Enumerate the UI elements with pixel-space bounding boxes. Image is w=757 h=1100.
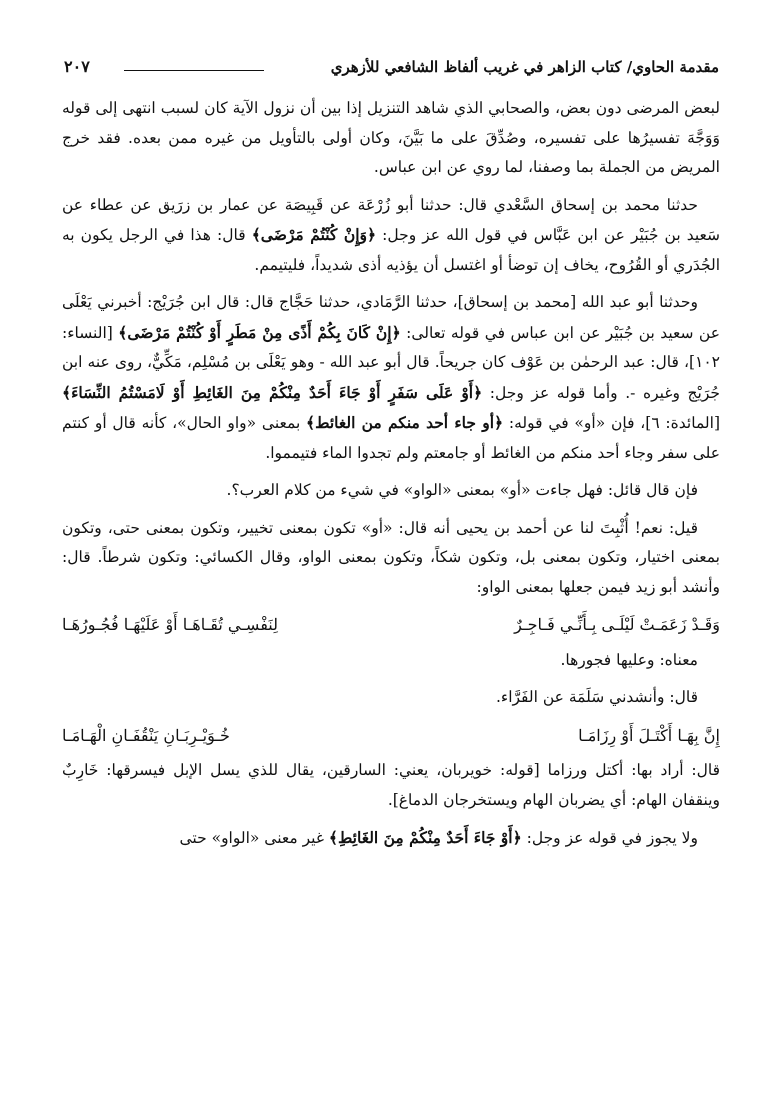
text-segment: [المائدة: ٦]، فإن «أو» في قوله: bbox=[508, 414, 720, 432]
text-segment: قال: هذا في الرجل يكون به الجُدَري أو القُرُوح، يخاف إن توضأ أو اغتسل أن يؤذيه أذى شديداً، فليتيمم. bbox=[62, 226, 720, 274]
text-segment: حدثنا محمد بن إسحاق السَّعْدي قال: حدثنا أبو زُرْعَة عن قَبِيصَة عن عمار بن زرَيق عن عطاء عن سَعيد بن جُبَيْر عن ابن عَبَّاس في قول الله عز وجل: bbox=[62, 195, 720, 244]
verse-2 bbox=[62, 721, 720, 751]
verse-2-first-hemistich: إِنَّ بِهَـا أَكْتَـلَ أَوْ رِزَامَـا bbox=[578, 725, 720, 745]
text-segment: [النساء: ١٠٢]، قال: عبد الرحمٰن بن عَوْف كان جريحاً. قال أبو عبد الله - وهو يَعْلَى بن مُسْلِم، مَكِّيٌّ، روى عنه ابن جُرَيْج وغيره -. وأما قوله عز وجل: bbox=[62, 323, 720, 402]
verse-1-first-hemistich: وَقَـدْ زَعَمَـتْ لَيْلَـى بِـأَنِّـي فَـاجِـرٌ bbox=[514, 615, 720, 634]
page-number: ٢٠٧ bbox=[64, 57, 90, 76]
text-segment: وحدثنا أبو عبد الله [محمد بن إسحاق]، حدثنا الرَّمَادي، حدثنا حَجَّاج قال: قال ابن جُرَيْج: أخبرني يَعْلَى عن سعيد بن جُبَيْر عن ابن عباس في قوله تعالى: bbox=[62, 293, 720, 342]
paragraph-5: قيل: نعم! أُثْبِتَ لنا عن أحمد بن يحيى أنه قال: «أو» تكون بمعنى تخيير، وتكون بمعنى حتى، وتكون بمعنى اختيار، وتكون بمعنى بل، وتكون شكاً، وتكون بمعنى الواو، وقال الكسائي: وتكون شرطاً. قال: وأنشد أبو زيد فيمن جعلها بمعنى الواو: bbox=[62, 518, 720, 596]
header-rule bbox=[124, 70, 264, 71]
quran-quote: ﴿أَوْ جَاءَ أَحَدٌ مِنْكُمْ مِنَ الغَائِطِ﴾ bbox=[328, 828, 522, 847]
quran-quote: ﴿أو جاء أحد منكم من الغائط﴾ bbox=[306, 413, 504, 432]
quran-quote: ﴿إِنْ كَانَ بِكُمْ أَذًى مِنْ مَطَرٍ أَوْ كُنْتُمْ مَرْضَى﴾ bbox=[118, 322, 401, 342]
paragraph-8: قال: أراد بها: أكتل ورزاما [قوله: خويربان، يعني: السارقين، يقال للذي يسل الإبل فيسرقها: خَارِبٌ وينقفان الهام: أي يضربان الهام ويستخرجان الدماغ]. bbox=[62, 761, 720, 809]
paragraph-1: لبعض المرضى دون بعض، والصحابي الذي شاهد التنزيل إذا بين أن نزول الآية كان لسبب انتهى إلى قوله وَوَجَّهَ تفسيرُها على تفسيره، وصُدِّقَ على ما بَيَّنَ، وكان أولى بالتأويل من غيره ممن بعده. فقد خرج المريض من الجملة بما وصفنا، لما روي عن ابن عباس. bbox=[62, 99, 720, 176]
paragraph-9 bbox=[62, 823, 720, 854]
quran-quote: ﴿أَوْ عَلَى سَفَرٍ أَوْ جَاءَ أَحَدٌ مِنْكُمْ مِنَ الغَائِطِ أَوْ لَامَسْتُمُ النِّسَاءَ﴾ bbox=[62, 382, 483, 402]
text-segment: ولا يجوز في قوله عز وجل: bbox=[526, 829, 698, 847]
header-title: مقدمة الحاوي/ كتاب الزاهر في غريب ألفاظ الشافعي للأزهري bbox=[330, 58, 719, 76]
paragraph-7: قال: وأنشدني سَلَمَة عن الفَرَّاء. bbox=[495, 688, 698, 706]
text-segment: بمعنى «واو الحال»، كأنه قال أو كنتم على سفر وجاء أحد منكم من الغائط أو جامعتم ولم تجدوا الماء فتيمموا. bbox=[62, 414, 720, 462]
verse-1 bbox=[62, 610, 720, 640]
verse-1-second-hemistich: لِنَفْسِـي تُقَـاهَـا أَوْ عَلَيْهَـا فُجُـورُهَـا bbox=[62, 615, 278, 634]
paragraph-6: معناه: وعليها فجورها. bbox=[560, 650, 698, 669]
page-body bbox=[62, 94, 720, 1094]
paragraph-3 bbox=[62, 288, 720, 468]
running-header bbox=[64, 56, 719, 86]
text-segment: غير معنى «الواو» حتى bbox=[179, 829, 324, 847]
paragraph-2 bbox=[62, 191, 720, 281]
paragraph-4: فإن قال قائل: فهل جاءت «أو» بمعنى «الواو» في شيء من كلام العرب؟. bbox=[226, 481, 698, 499]
quran-quote: ﴿وَإِنْ كُنْتُمْ مَرْضَى﴾ bbox=[251, 225, 377, 244]
verse-2-second-hemistich: خُـوَيْـرِبَـانِ يَنْقُفَـانِ الْهَـامَـا bbox=[62, 725, 230, 745]
